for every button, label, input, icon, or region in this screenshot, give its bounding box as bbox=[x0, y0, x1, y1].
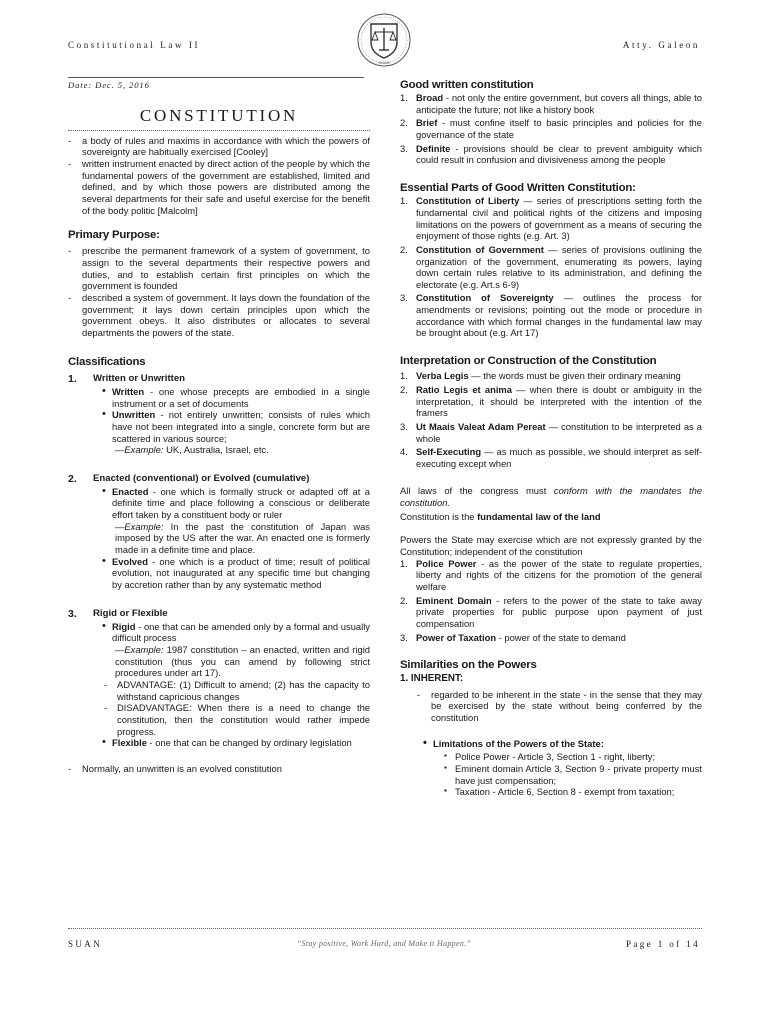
interpretation-item: 3. Ut Maais Valeat Adam Pereat — constitution to be interpreted as a whole bbox=[400, 420, 702, 444]
bullet-evolved: • Evolved - one which is a product of time; result of political evolution, not inaugurated at any specific time but changing by accretion rather than by any systematic method bbox=[101, 556, 370, 591]
example-note: —Example: UK, Australia, Israel, etc. bbox=[115, 444, 269, 456]
essential-part-item: 1. Constitution of Liberty — series of prescriptions setting forth the fundamental civil and political rights of the citizens and imposing limitations on the powers of government as a means of securing the enjoyment of those rights (e.g. Art. 3) bbox=[400, 195, 702, 242]
good-written-heading: Good written constitution bbox=[400, 79, 534, 91]
definition-item: - a body of rules and maxims in accordance with which the powers of sovereignty are habitually exercised [Cooley] bbox=[68, 135, 370, 158]
classification-1-body bbox=[68, 386, 370, 456]
interpretation-item: 4. Self-Executing — as much as possible, we should interpret as self-executing except when bbox=[400, 446, 702, 469]
purpose-item: - described a system of government. It lays down the foundation of the government; it lays down certain principles upon which the government obeys. It also distributes or allocates to several departments the powers of the state. bbox=[68, 292, 370, 339]
laws-note: All laws of the congress must conform with the mandates the constitution. bbox=[400, 485, 702, 509]
essential-part-item: 3. Constitution of Sovereignty — outlines the process for amendments or revisions; pointing out the mode or procedure in accordance with which formal changes in the fundamental law may be brought about (e.g. Art 17) bbox=[400, 292, 702, 339]
example-note: —Example: 1987 constitution – an enacted, written and rigid constitution (thus you can amend by following strict procedures under art 17). bbox=[115, 644, 370, 679]
limitation-item: ▪ Eminent domain Article 3, Section 9 - private property must have just compensation; bbox=[444, 763, 702, 786]
inherent-description: - regarded to be inherent in the state - in the sense that they may be exercised by the state without being conferred by the constitution bbox=[417, 689, 702, 724]
bullet-written: • Written - one whose precepts are embodied in a single instrument or a set of documents bbox=[101, 386, 370, 409]
classification-title: Rigid or Flexible bbox=[93, 607, 168, 619]
page-title: CONSTITUTION bbox=[68, 105, 370, 131]
good-written-item: 1. Broad - not only the entire government, but covers all things, able to anticipate the future; not like a history book bbox=[400, 92, 702, 115]
classification-title: Written or Unwritten bbox=[93, 372, 186, 384]
limitations-heading: • Limitations of the Powers of the State: bbox=[422, 738, 702, 750]
bullet-flexible: • Flexible - one that can be changed by ordinary legislation bbox=[101, 737, 370, 749]
essential-part-item: 2. Constitution of Government — series of provisions outlining the organization of the government, enumerating its powers, laying down certain rules relative to its administration, and defining the electorate (e.g. Art.s 6-9) bbox=[400, 243, 702, 290]
lecture-date: Date: Dec. 5, 2016 bbox=[68, 80, 150, 90]
classification-number: 3. bbox=[68, 607, 77, 620]
unwritten-note: - Normally, an unwritten is an evolved constitution bbox=[68, 763, 370, 775]
inherent-subheading: 1. INHERENT: bbox=[400, 672, 464, 684]
header-instructor: Atty. Galeon bbox=[622, 40, 700, 50]
interpretation-item: 1. Verba Legis — the words must be given their ordinary meaning bbox=[400, 370, 681, 382]
disadvantage-note: - DISADVANTAGE: When there is a need to change the constitution, then the constitution would rather impede progress. bbox=[101, 702, 370, 737]
header-course: Constitutional Law II bbox=[68, 40, 201, 50]
bullet-rigid: • Rigid - one that can be amended only by a formal and usually difficult process bbox=[101, 621, 370, 644]
interpretation-item: 2. Ratio Legis et anima — when there is doubt or ambiguity in the interpretation, it should be interpreted with the intention of the framers bbox=[400, 383, 703, 419]
classification-enacted-evolved bbox=[68, 473, 370, 486]
fundamental-law-note: Constitution is the fundamental law of the land bbox=[400, 510, 601, 522]
power-item: 2. Eminent Domain - refers to the power of the state to take away private properties for public purpose upon payment of just compensation bbox=[400, 594, 702, 630]
scales-of-justice-logo bbox=[356, 12, 412, 68]
bullet-unwritten: • Unwritten - not entirely unwritten; consists of rules which have not been integrated into a single, concrete form but are scattered in various source; bbox=[101, 409, 370, 444]
left-column bbox=[68, 78, 370, 775]
classifications-heading: Classifications bbox=[68, 355, 146, 368]
interpretation-heading: Interpretation or Construction of the Constitution bbox=[400, 355, 657, 368]
classification-title: Enacted (conventional) or Evolved (cumulative) bbox=[93, 472, 310, 484]
essential-parts-heading: Essential Parts of Good Written Constitution: bbox=[400, 182, 636, 195]
footer-page-number: Page 1 of 14 bbox=[625, 939, 700, 949]
classification-number: 2. bbox=[68, 472, 77, 485]
right-column bbox=[400, 78, 702, 798]
footer-rule bbox=[68, 928, 702, 929]
footer-author: SUAN bbox=[68, 939, 103, 949]
classification-number: 1. bbox=[68, 372, 77, 385]
purpose-item: - prescribe the permanent framework of a system of government, to assign to the several departments their respective powers and duties, and to establish certain first principles on which the government is founded bbox=[68, 245, 370, 292]
definition-item: - written instrument enacted by direct action of the people by which the fundamental powers of the government are established, limited and defined, and by which those powers are distributed among the several departments for their safe and useful exercise for the benefit of the body politic [Malcolm] bbox=[68, 158, 370, 216]
power-item: 1. Police Power - as the power of the state to regulate properties, liberty and rights of the citizens for the promotion of the general welfare bbox=[400, 557, 702, 593]
limitation-item: ▪ Police Power - Article 3, Section 1 - right, liberty; bbox=[444, 751, 702, 763]
classification-rigid-flexible bbox=[68, 608, 370, 621]
footer-motto: “Stay positive, Work Hard, and Make it Happen.” bbox=[296, 939, 472, 948]
power-item: 3. Power of Taxation - power of the state to demand bbox=[400, 631, 626, 643]
primary-purpose-heading: Primary Purpose: bbox=[68, 229, 160, 242]
limitation-item: ▪ Taxation - Article 6, Section 8 - exempt from taxation; bbox=[444, 786, 702, 798]
good-written-item: 2. Brief - must confine itself to basic principles and policies for the governance of the state bbox=[400, 117, 702, 141]
good-written-item: 3. Definite - provisions should be clear to prevent ambiguity which could result in confusion and divisiveness among the people bbox=[400, 142, 702, 166]
svg-text:SUAN: SUAN bbox=[378, 60, 390, 65]
limitations-list bbox=[444, 751, 702, 798]
classification-3-body bbox=[68, 621, 370, 749]
example-note: —Example: In the past the constitution of Japan was imposed by the US after the war. An enacted one is formerly made in a definite time and place. bbox=[115, 520, 370, 556]
similarities-heading: Similarities on the Powers bbox=[400, 659, 537, 672]
advantage-note: - ADVANTAGE: (1) Difficult to amend; (2) has the capacity to withstand capricious changes bbox=[101, 679, 370, 702]
classification-2-body bbox=[68, 486, 370, 591]
classification-written-unwritten bbox=[68, 373, 370, 386]
powers-intro: Powers the State may exercise which are not expressly granted by the Constitution; independent of the constitution bbox=[400, 534, 702, 558]
bullet-enacted: • Enacted - one which is formally struck or adapted off at a definite time and place following a conscious or deliberate effort taken by a constituent body or ruler bbox=[101, 486, 370, 521]
